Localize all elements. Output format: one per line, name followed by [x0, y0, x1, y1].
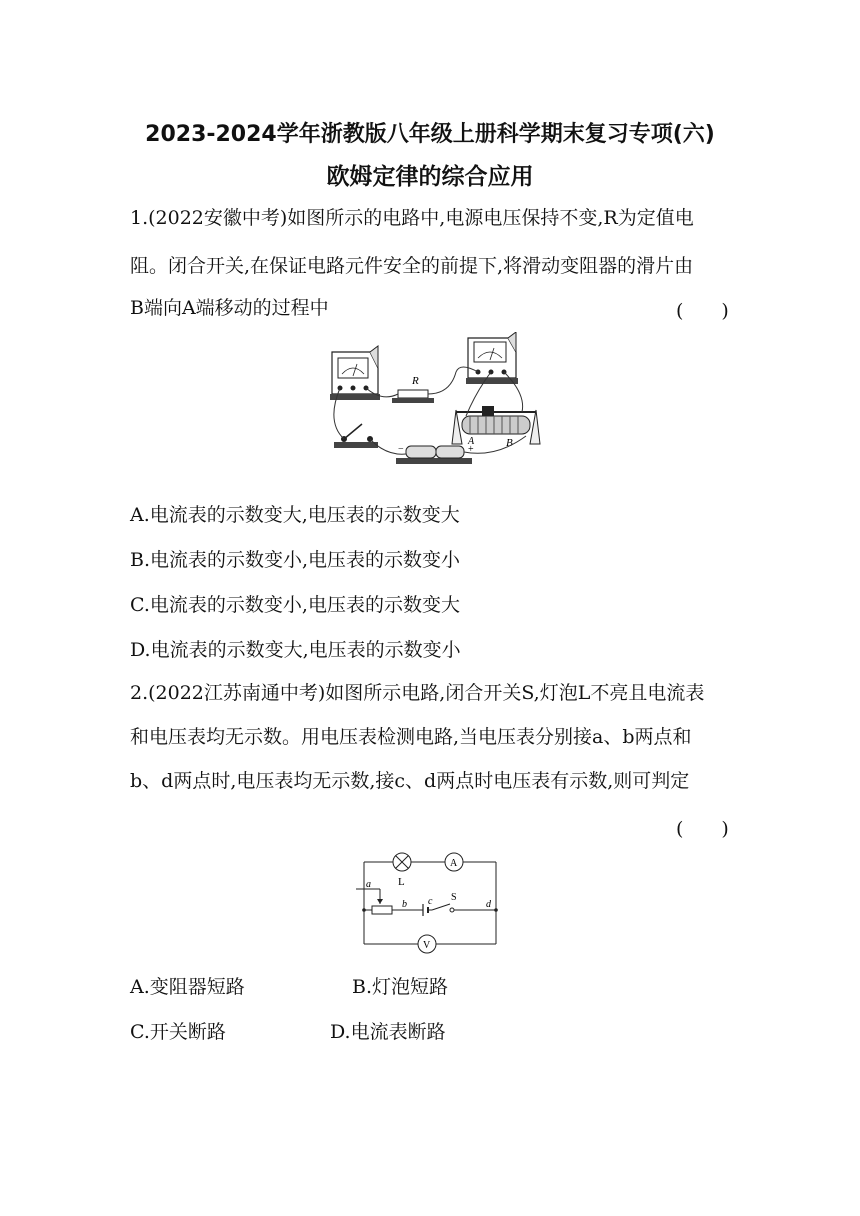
q2-circuit-figure — [350, 852, 510, 954]
rheostat-icon — [372, 899, 392, 914]
rheostat-end-a: A — [468, 436, 475, 447]
node-dot — [362, 908, 366, 912]
battery-minus: − — [398, 444, 404, 455]
q1-answer-blank: ( ) — [676, 300, 729, 322]
q1-stem-line3: B端向A端移动的过程中 — [130, 297, 329, 319]
schematic-wires — [356, 862, 496, 944]
resistor-icon — [392, 390, 434, 403]
rheostat-end-b: B — [506, 437, 513, 449]
point-b-label: b — [402, 899, 407, 910]
q2-option-c[interactable]: C.开关断路 — [130, 1021, 226, 1043]
switch-label: S — [451, 892, 457, 903]
q2-stem-line1: 2.(2022江苏南通中考)如图所示电路,闭合开关S,灯泡L不亮且电流表 — [130, 682, 705, 704]
node-dot — [494, 908, 498, 912]
q2-answer-blank: ( ) — [676, 818, 729, 840]
q1-option-c[interactable]: C.电流表的示数变小,电压表的示数变大 — [130, 594, 460, 616]
rheostat-icon — [452, 406, 540, 444]
point-c-label: c — [428, 896, 433, 907]
q1-option-b[interactable]: B.电流表的示数变小,电压表的示数变小 — [130, 549, 461, 571]
q2-stem-line3: b、d两点时,电压表均无示数,接c、d两点时电压表有示数,则可判定 — [130, 770, 690, 792]
q1-option-a[interactable]: A.电流表的示数变大,电压表的示数变大 — [130, 504, 460, 526]
ammeter-icon — [330, 346, 380, 400]
ammeter-label: A — [450, 858, 458, 869]
voltmeter-icon — [466, 332, 518, 384]
q1-option-d[interactable]: D.电流表的示数变大,电压表的示数变小 — [130, 639, 461, 661]
battery-icon — [396, 446, 472, 464]
point-d-label: d — [486, 899, 491, 910]
q2-option-a[interactable]: A.变阻器短路 — [130, 976, 245, 998]
voltmeter-label: V — [423, 940, 431, 951]
switch-icon — [450, 908, 454, 912]
q2-option-d[interactable]: D.电流表断路 — [330, 1021, 446, 1043]
q2-option-b[interactable]: B.灯泡短路 — [352, 976, 449, 998]
lamp-label: L — [398, 876, 405, 888]
document-subtitle: 欧姆定律的综合应用 — [326, 164, 534, 190]
lamp-icon — [393, 853, 411, 871]
q1-circuit-figure — [326, 332, 546, 484]
q1-stem-line1: 1.(2022安徽中考)如图所示的电路中,电源电压保持不变,R为定值电 — [130, 207, 694, 229]
resistor-label: R — [412, 375, 419, 387]
battery-plus: + — [468, 444, 474, 455]
point-a-label: a — [366, 879, 371, 890]
q2-stem-line2: 和电压表均无示数。用电压表检测电路,当电压表分别接a、b两点和 — [130, 726, 692, 748]
document-title: 2023-2024学年浙教版八年级上册科学期末复习专项(六) — [145, 122, 715, 147]
q1-stem-line2: 阻。闭合开关,在保证电路元件安全的前提下,将滑动变阻器的滑片由 — [130, 255, 694, 277]
